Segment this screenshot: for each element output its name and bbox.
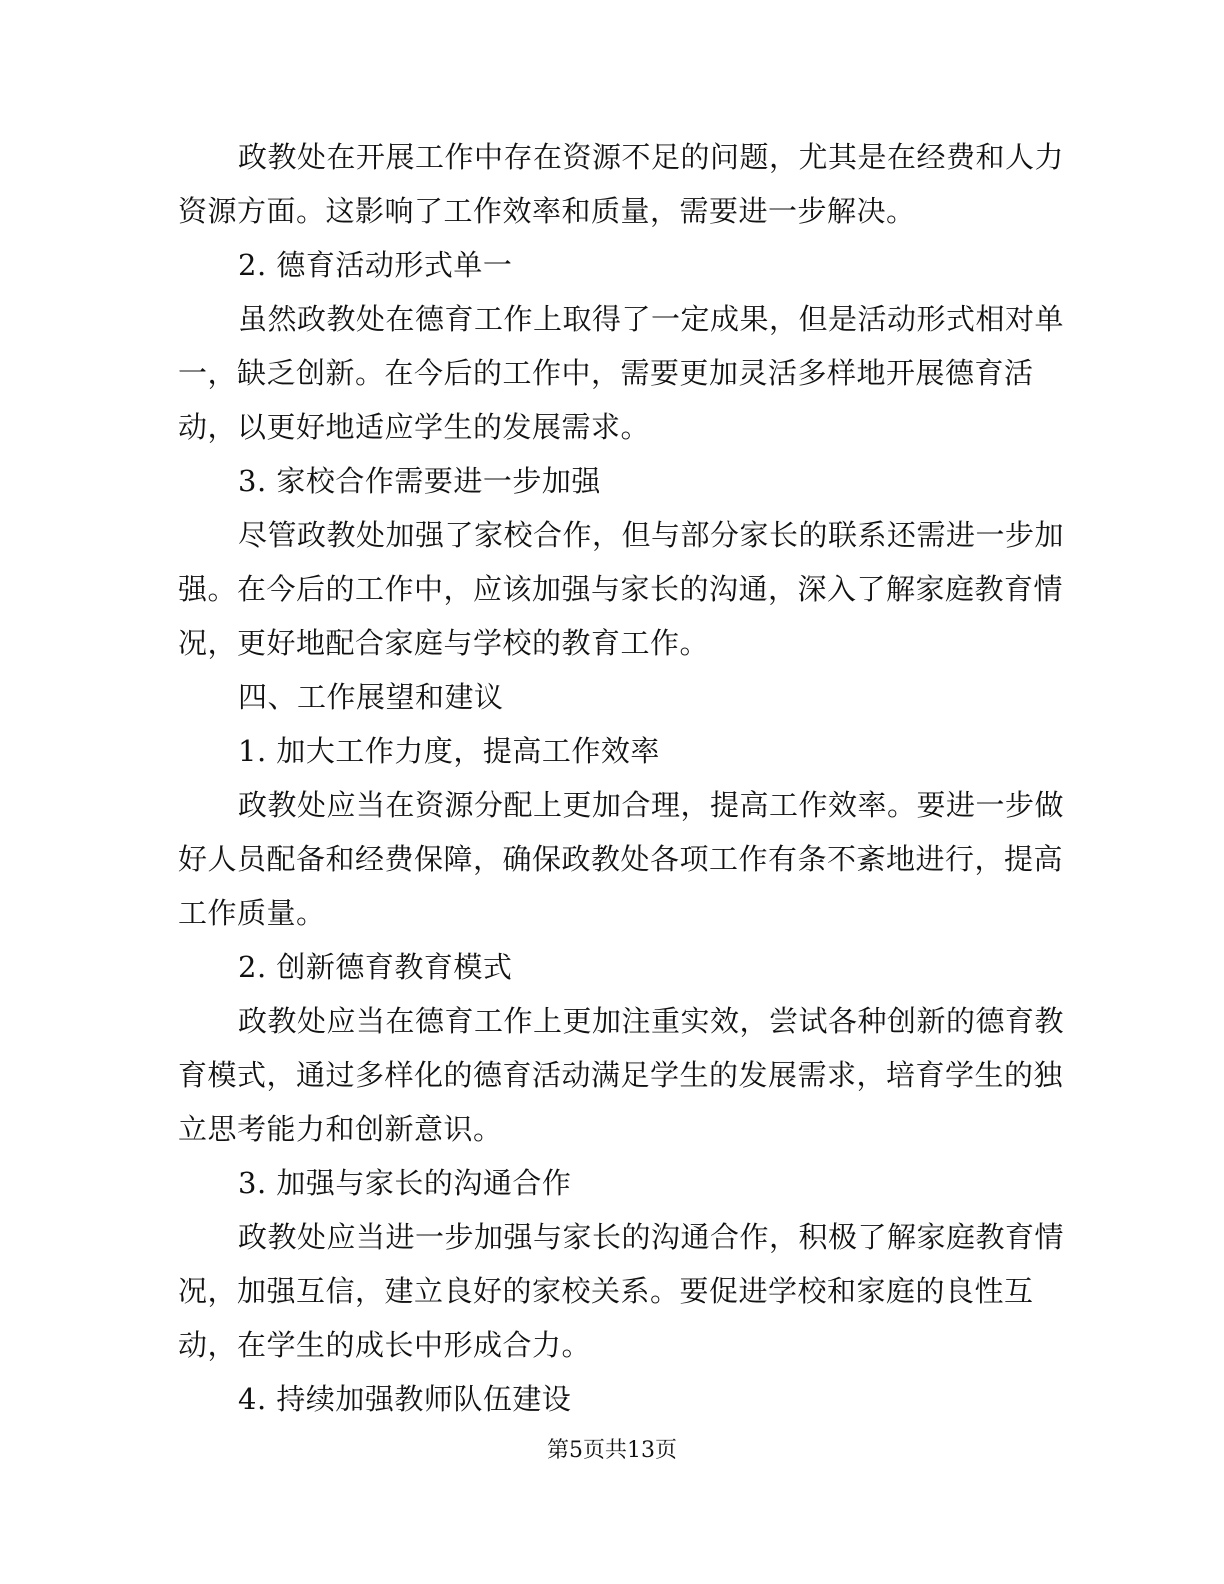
paragraph-line: 一，缺乏创新。在今后的工作中，需要更加灵活多样地开展德育活	[178, 356, 1034, 390]
paragraph-line: 虽然政教处在德育工作上取得了一定成果，但是活动形式相对单	[238, 302, 1065, 336]
section-heading: 3. 加强与家长的沟通合作	[238, 1166, 572, 1200]
paragraph-line: 政教处应当在资源分配上更加合理，提高工作效率。要进一步做	[238, 788, 1065, 822]
section-heading: 2. 创新德育教育模式	[238, 950, 513, 984]
section-heading: 1. 加大工作力度，提高工作效率	[238, 734, 660, 768]
section-heading: 4. 持续加强教师队伍建设	[238, 1382, 572, 1416]
page-number-footer: 第5页共13页	[547, 1438, 677, 1463]
section-heading: 3. 家校合作需要进一步加强	[238, 464, 601, 498]
section-heading: 2. 德育活动形式单一	[238, 248, 513, 282]
paragraph-line: 政教处在开展工作中存在资源不足的问题，尤其是在经费和人力	[238, 140, 1065, 174]
paragraph-line: 政教处应当进一步加强与家长的沟通合作，积极了解家庭教育情	[238, 1220, 1065, 1254]
paragraph-line: 政教处应当在德育工作上更加注重实效，尝试各种创新的德育教	[238, 1004, 1065, 1038]
paragraph-line: 育模式，通过多样化的德育活动满足学生的发展需求，培育学生的独	[178, 1058, 1064, 1092]
section-heading: 四、工作展望和建议	[238, 680, 504, 714]
paragraph-line: 资源方面。这影响了工作效率和质量，需要进一步解决。	[178, 194, 916, 228]
paragraph-line: 好人员配备和经费保障，确保政教处各项工作有条不紊地进行，提高	[178, 842, 1064, 876]
paragraph-line: 况，加强互信，建立良好的家校关系。要促进学校和家庭的良性互	[178, 1274, 1034, 1308]
paragraph-line: 立思考能力和创新意识。	[178, 1112, 503, 1146]
paragraph-line: 强。在今后的工作中，应该加强与家长的沟通，深入了解家庭教育情	[178, 572, 1064, 606]
paragraph-line: 动，在学生的成长中形成合力。	[178, 1328, 592, 1362]
paragraph-line: 尽管政教处加强了家校合作，但与部分家长的联系还需进一步加	[238, 518, 1065, 552]
paragraph-line: 况，更好地配合家庭与学校的教育工作。	[178, 626, 710, 660]
paragraph-line: 动，以更好地适应学生的发展需求。	[178, 410, 651, 444]
paragraph-line: 工作质量。	[178, 896, 326, 930]
